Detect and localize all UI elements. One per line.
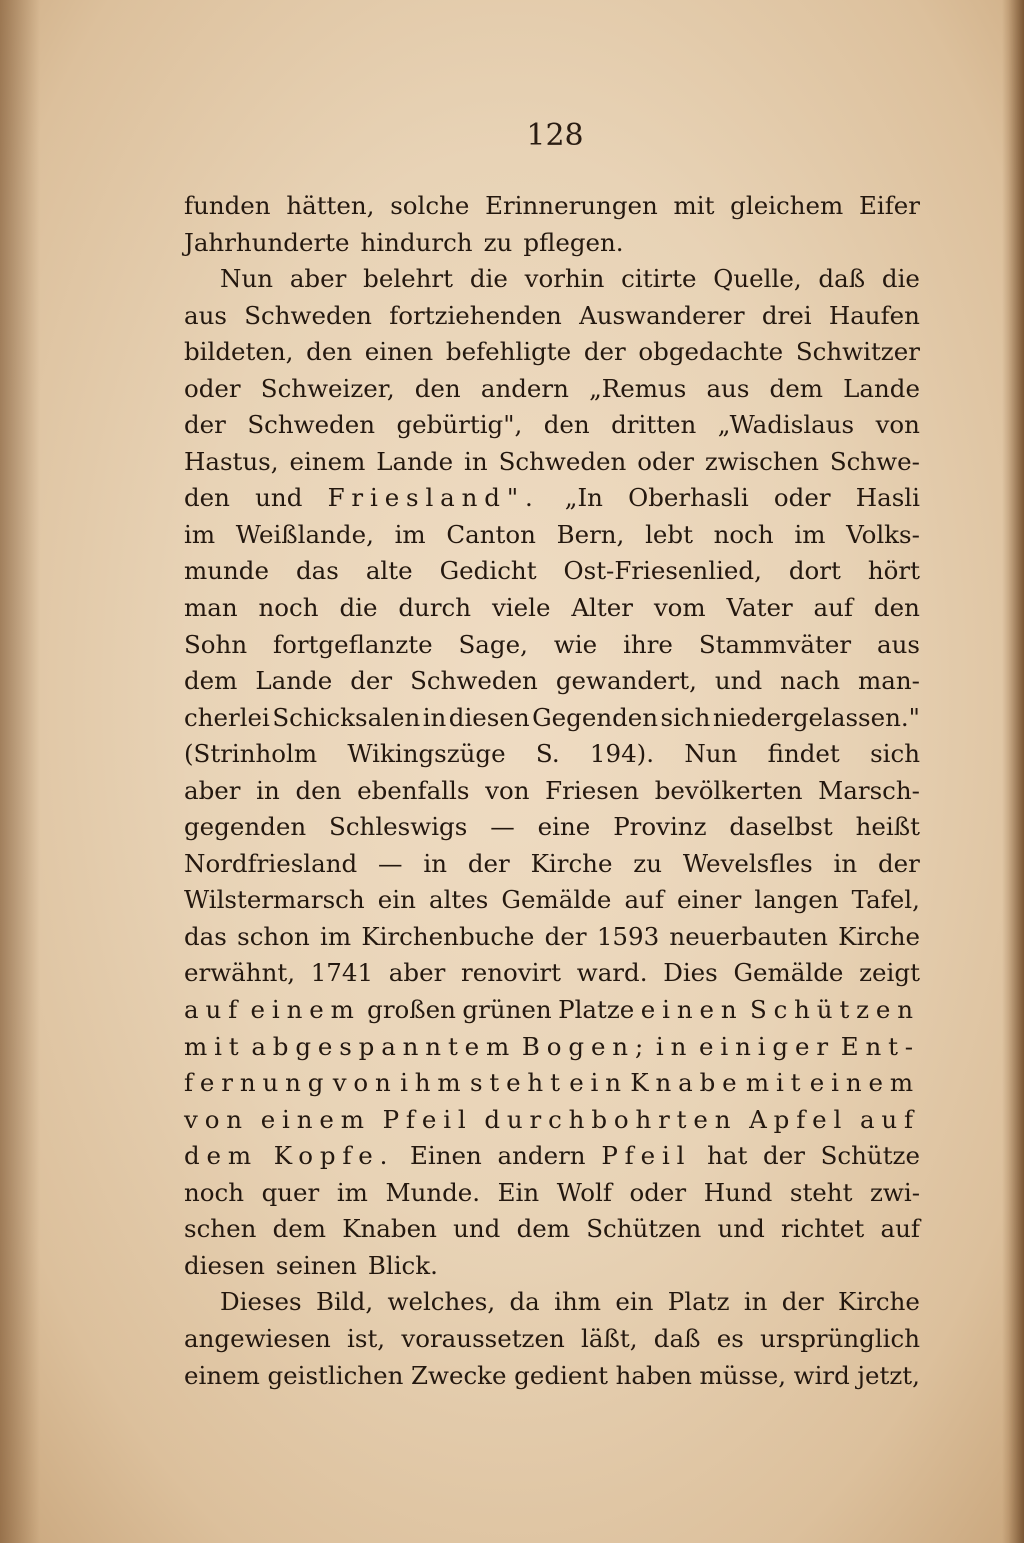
text-line: aus Schweden fortziehenden Auswanderer drei Haufen [184, 300, 920, 330]
text-line: funden hätten, solche Erinnerungen mit gleichem Eifer [184, 191, 920, 220]
text-line: munde das alte Gedicht Ost-Friesenlied, dort hört [184, 556, 920, 586]
text-line: oder Schweizer, den andern „Remus aus dem Lande [184, 373, 920, 403]
text-line: bildeten, den einen befehligte der obgedachte Schwitzer [184, 337, 920, 367]
text-line: angewiesen ist, voraussetzen läßt, daß es ursprünglich [184, 1323, 920, 1353]
text-line: dem Kopfe. Einen andern Pfeil hat der Schütze [184, 1141, 920, 1171]
text-line: Nordfriesland — in der Kirche zu Wevelsfles in der [184, 848, 920, 878]
text-line: noch quer im Munde. Ein Wolf oder Hund steht zwi- [184, 1177, 920, 1207]
text-line: Nun aber belehrt die vorhin citirte Quelle, daß die [220, 264, 920, 294]
text-line: (Strinholm Wikingszüge S. 194). Nun findet sich [184, 739, 920, 769]
text-line: von einem Pfeil durchbohrten Apfel auf [184, 1104, 920, 1134]
text-line: im Weißlande, im Canton Bern, lebt noch im Volks- [184, 519, 920, 549]
text-line: diesen seinen Blick. [184, 1250, 438, 1280]
text-line: cherlei Schicksalen in diesen Gegenden sich niedergelassen." [184, 702, 920, 732]
text-line: mit abgespanntem Bogen; in einiger Ent- [184, 1031, 920, 1061]
text-line: den und Friesland". „In Oberhasli oder Hasli [184, 483, 920, 513]
text-line: Dieses Bild, welches, da ihm ein Platz in der Kirche [220, 1287, 920, 1317]
text-line: Sohn fortgeflanzte Sage, wie ihre Stammväter aus [184, 629, 920, 659]
text-line: das schon im Kirchenbuche der 1593 neuerbauten Kirche [184, 921, 920, 951]
text-line: einem geistlichen Zwecke gedient haben müsse, wird jetzt, [184, 1360, 920, 1390]
text-line: man noch die durch viele Alter vom Vater auf den [184, 593, 920, 623]
text-line: Wilstermarsch ein altes Gemälde auf einer langen Tafel, [184, 885, 920, 915]
body-text [184, 188, 920, 1394]
text-line: aber in den ebenfalls von Friesen bevölkerten Marsch- [184, 775, 920, 805]
text-line: dem Lande der Schweden gewandert, und nach man- [184, 666, 920, 696]
text-line: der Schweden gebürtig", den dritten „Wadislaus von [184, 410, 920, 440]
text-line: erwähnt, 1741 aber renovirt ward. Dies Gemälde zeigt [184, 958, 920, 988]
text-line: auf einem großen grünen Platze einen Schützen [184, 995, 920, 1025]
text-line: Jahrhunderte hindurch zu pflegen. [184, 227, 624, 257]
text-line: fernung von ihm steht ein Knabe mit einem [184, 1068, 920, 1098]
text-line: schen dem Knaben und dem Schützen und richtet auf [184, 1214, 920, 1244]
text-line: Hastus, einem Lande in Schweden oder zwischen Schwe- [184, 446, 920, 476]
text-line: gegenden Schleswigs — eine Provinz daselbst heißt [184, 812, 920, 842]
page-number: 128 [526, 118, 584, 153]
